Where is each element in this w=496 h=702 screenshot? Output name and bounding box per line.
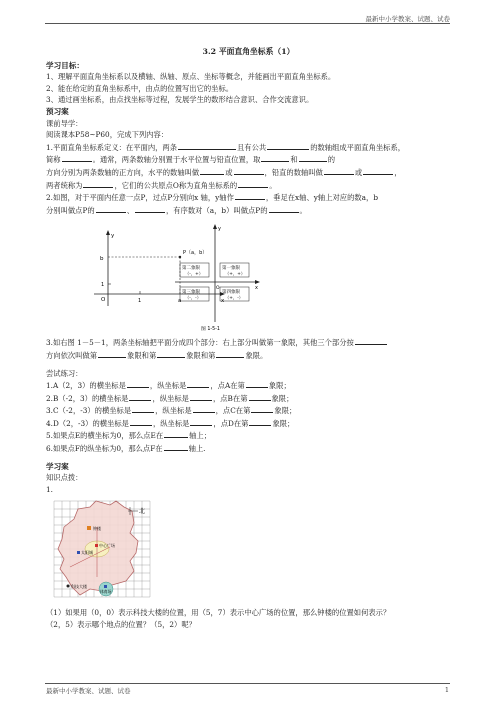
reading-instruction: 阅读课本P58~P60，完成下列内容： (46, 130, 169, 140)
question-1-line-2: 简称 。通常，两条数轴分别置于水平位置与铅直位置，取 和 的 (46, 155, 336, 165)
blank-line[interactable] (129, 392, 151, 401)
x-axis-label: x (255, 285, 258, 292)
blank-line[interactable] (190, 417, 212, 426)
blank-line[interactable] (299, 153, 327, 162)
question-1-line-1: 1.平面直角坐标系定义：在平面内，两条 且有公共 的数轴组成平面直角坐标系， (46, 142, 406, 152)
practice-item-4: 4.D（2，-3）的横坐标是 ，纵坐标是 ，点D在第 象限； (46, 418, 295, 428)
b-tick-label: b (100, 256, 104, 263)
blank-line[interactable] (127, 379, 149, 388)
blank-line[interactable] (267, 141, 309, 150)
question-1-line-3: 方向分别为两条数轴的正方向，水平的数轴叫做 或 ，铅直的数轴叫做 或 ， (46, 167, 402, 177)
page-title: 3.2 平面直角坐标系（1） (202, 47, 295, 56)
blank-line[interactable] (187, 379, 209, 388)
quadrant-figure (171, 222, 261, 334)
one-tick-label: 1 (101, 282, 105, 289)
blank-line[interactable] (216, 349, 244, 358)
quadrant-4-sign: （+，-） (225, 296, 244, 302)
blank-line[interactable] (249, 417, 271, 426)
objectives-heading: 学习目标： (46, 60, 84, 70)
y-axis-label: y (218, 226, 221, 233)
knowledge-item-number: 1. (46, 484, 53, 494)
blank-line[interactable] (164, 442, 188, 451)
blank-line[interactable] (234, 166, 264, 175)
practice-item-2: 2.B（-2，3）的横坐标是 ，纵坐标是 ，点B在第 象限； (46, 393, 294, 403)
point-p-label: P（a，b） (183, 250, 208, 257)
quadrant-1-sign: （+，+） (225, 272, 246, 278)
blank-line[interactable] (193, 404, 215, 413)
map-label-bell-tower: 钟楼 (93, 526, 101, 532)
practice-item-1: 1.A（2，3）的横坐标是 ，纵坐标是 ，点A在第 象限； (46, 381, 291, 391)
footer-rule (45, 683, 450, 684)
blank-line[interactable] (363, 166, 393, 175)
quadrant-1-label: 第一象限 (222, 266, 240, 272)
page-header-source: 最新中小学教案、试题、试卷 (365, 15, 450, 23)
blank-line[interactable] (164, 429, 188, 438)
a-tick-label: a (178, 298, 182, 305)
blank-line[interactable] (249, 392, 271, 401)
north-arrow-icon: 北 (139, 508, 146, 516)
knowledge-label: 知识点拨： (46, 473, 83, 483)
blank-line[interactable] (261, 153, 289, 162)
blank-line[interactable] (238, 179, 268, 188)
objective-item: 3、通过画坐标系，由点找坐标等过程，发展学生的数形结合意识、合作交流意识。 (46, 95, 314, 105)
blank-line[interactable] (355, 336, 387, 345)
question-3-line-2: 方向依次叫做第 象限和第 象限和第 象限。 (46, 350, 268, 360)
question-2-line-1: 2.如图，对于平面内任意一点P，过点P分别向x 轴，y轴作 ，垂足在x轴、y轴上对应的数a，b (46, 193, 378, 203)
practice-item-6: 6.如果点F的纵坐标为0，那么点F在 轴上. (46, 444, 206, 454)
preview-heading: 预习案 (46, 106, 69, 116)
city-grid-map (50, 497, 170, 603)
blank-line[interactable] (190, 392, 212, 401)
practice-item-3: 3.C（-2，-3）的横坐标是 ，纵坐标是 ，点C在第 象限； (46, 406, 297, 416)
figure-caption: 图 1-5-1 (201, 327, 220, 333)
objective-item: 1、理解平面直角坐标系以及横轴、纵轴、原点、坐标等概念，并能画出平面直角坐标系。 (46, 72, 336, 82)
blank-line[interactable] (83, 179, 113, 188)
blank-line[interactable] (235, 191, 265, 200)
blank-line[interactable] (178, 141, 236, 150)
quadrant-3-sign: （-，-） (185, 296, 201, 302)
quadrant-2-label: 第二象限 (182, 266, 200, 272)
blank-line[interactable] (96, 204, 126, 213)
blank-line[interactable] (135, 204, 165, 213)
quadrant-4-label: 第四象限 (222, 290, 240, 296)
y-axis-label: y (111, 233, 115, 240)
map-label-stadium: 体育场 (100, 589, 112, 595)
question-2-line-2: 分别叫做点P的 、 ，有序数对（a，b）叫做点P的 。 (46, 205, 307, 215)
map-question-1: （1）如果用（0，0）表示科技大楼的位置，用（5，7）表示中心广场的位置，那么钟楼的位置如何表示？ (46, 608, 391, 618)
map-question-2: （2，5）表示哪个地点的位置？（5，2）呢？ (46, 620, 196, 630)
blank-line[interactable] (130, 417, 152, 426)
blank-line[interactable] (98, 349, 126, 358)
header-rule (45, 23, 450, 24)
document-body (46, 46, 451, 631)
question-3-line-1: 3.如右图 1－5－1，两条坐标轴把平面分成四个部分：右上部分叫做第一象限，其他三个部分按 (46, 336, 451, 349)
blank-line[interactable] (246, 379, 268, 388)
blank-line[interactable] (132, 404, 154, 413)
one-tick-label: 1 (138, 298, 142, 305)
coordinate-figures (46, 222, 451, 334)
blank-line[interactable] (251, 404, 273, 413)
origin-label: O (101, 297, 106, 304)
quadrant-3-label: 第三象限 (182, 290, 200, 296)
practice-heading: 尝试练习： (46, 368, 83, 378)
page-number: 1 (444, 686, 449, 694)
quadrant-2-sign: （-，+） (185, 272, 204, 278)
blank-line[interactable] (200, 166, 224, 175)
blank-line[interactable] (62, 153, 92, 162)
study-heading: 学习案 (46, 461, 69, 471)
question-1-line-4: 两者统称为 ，它们的公共原点O称为直角坐标系的 。 (46, 180, 277, 190)
blank-line[interactable] (269, 204, 299, 213)
x-axis-label: x (221, 298, 225, 305)
page-footer-source: 最新中小学教案、试题、试卷 (46, 687, 131, 695)
blank-line[interactable] (157, 349, 185, 358)
map-label-tech-building: 科技大楼 (71, 584, 87, 590)
map-label-center-square: 中心广场 (99, 543, 115, 549)
practice-item-5: 5.如果点E的横坐标为0，那么点E在 轴上； (46, 431, 212, 441)
origin-label: O (216, 286, 220, 292)
guide-label: 课前导学： (46, 118, 83, 128)
objective-item: 2、能在给定的直角坐标系中，由点的位置写出它的坐标。 (46, 83, 234, 93)
map-label-sun-city: 太阳城 (81, 550, 93, 556)
blank-line[interactable] (324, 166, 354, 175)
